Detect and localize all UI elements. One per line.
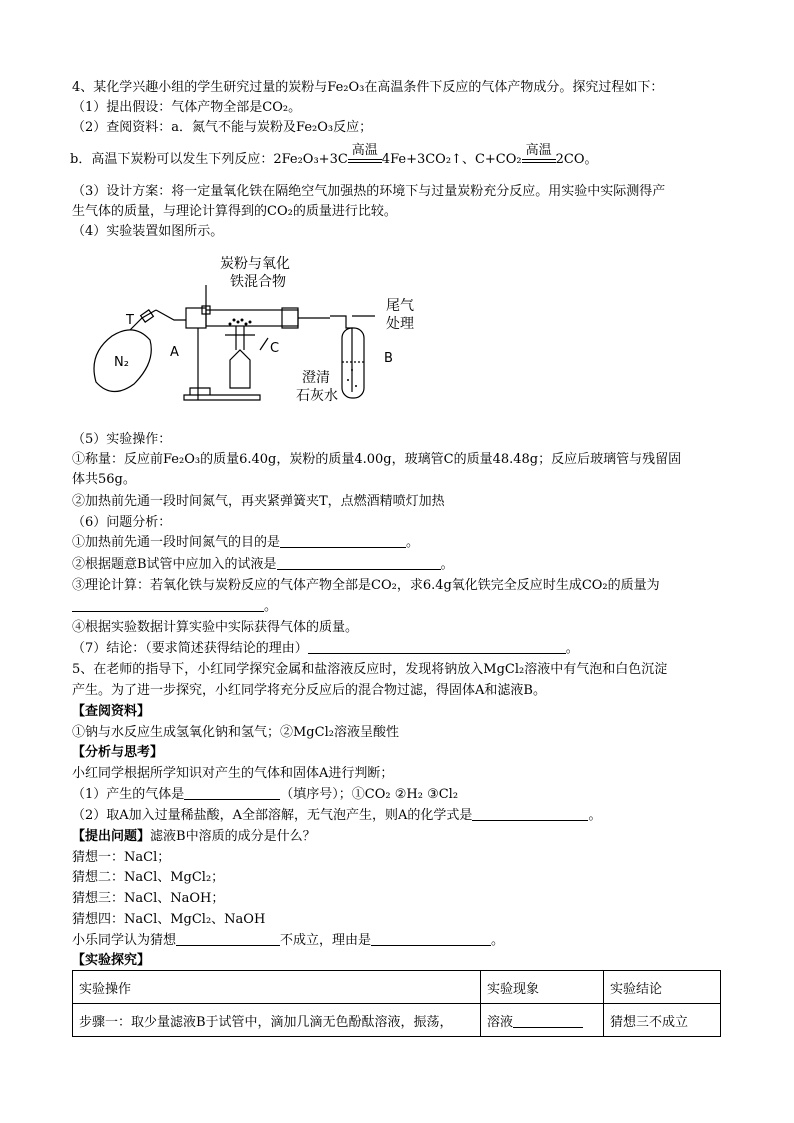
label-lime-1: 澄清 <box>302 370 330 386</box>
q4-step5-weigh-line1: ①称量：反应前Fe₂O₃的质量6.40g，炭粉的质量4.00g，玻璃管C的质量48.48g；反应后玻璃管与残留固 <box>72 452 682 467</box>
q4-step3-line2: 生气体的质量，与理论计算得到的CO₂的质量进行比较。 <box>72 204 397 219</box>
q5-guess-1: 猜想一：NaCl； <box>72 850 171 865</box>
table-header: 实验结论 <box>604 971 721 1004</box>
answer-blank-7[interactable] <box>176 931 280 946</box>
table-header-row <box>73 971 721 1004</box>
label-t: T <box>126 313 134 328</box>
table-row <box>73 1004 721 1037</box>
answer-blank-6[interactable] <box>472 806 588 821</box>
label-c: C <box>270 341 280 356</box>
q5-intro-line1: 5、在老师的指导下，小红同学探究金属和盐溶液反应时，发现将钠放入MgCl₂溶液中有气泡和白色沉淀 <box>72 662 668 677</box>
label-a: A <box>170 345 179 360</box>
q4-reaction-prefix: b．高温下炭粉可以发生下列反应：2Fe₂O₃+3C <box>70 152 348 167</box>
q5-ref: ①钠与水反应生成氢氧化钠和氢气；②MgCl₂溶液呈酸性 <box>72 725 399 740</box>
label-mix-1: 炭粉与氧化 <box>220 256 290 272</box>
q4-conclusion: （7）结论：（要求简述获得结论的理由） 。 <box>72 641 579 656</box>
answer-blank-3[interactable] <box>72 597 264 612</box>
label-mix-2: 铁混合物 <box>230 274 286 290</box>
apparatus-figure <box>90 250 440 420</box>
q4-step1: （1）提出假设：气体产物全部是CO₂。 <box>72 100 302 115</box>
q4-reaction-end: 2CO。 <box>555 152 598 167</box>
q4-step3-line1: （3）设计方案：将一定量氧化铁在隔绝空气加强热的环境下与过量炭粉充分反应。用实验中实际测得产 <box>72 184 666 199</box>
q4-step5: （5）实验操作： <box>72 432 172 447</box>
q5-heading-explore: 【实验探究】 <box>72 953 151 968</box>
label-b: B <box>384 351 393 366</box>
label-tail-1: 尾气 <box>386 298 414 314</box>
q4-step2: （2）查阅资料：a．氮气不能与炭粉及Fe₂O₃反应； <box>72 120 373 135</box>
q4-step5-operation: ②加热前先通一段时间氮气，再夹紧弹簧夹T，点燃酒精喷灯加热 <box>72 494 445 509</box>
q4-question-2: ②根据题意B试管中应加入的试液是 。 <box>72 557 454 572</box>
answer-blank-1[interactable] <box>280 533 406 548</box>
experiment-table <box>72 970 721 1037</box>
q5-heading-ref: 【查阅资料】 <box>72 704 151 719</box>
q5-question: 【提出问题】滤液B中溶质的成分是什么？ <box>72 829 316 844</box>
q5-guess-2: 猜想二：NaCl、MgCl₂； <box>72 870 225 885</box>
q4-reaction-mid: 4Fe+3CO₂↑、C+CO₂ <box>381 152 522 167</box>
condition-high-temp-1: 高温 <box>348 153 382 163</box>
answer-blank-9[interactable] <box>513 1013 583 1028</box>
q4-step6: （6）问题分析： <box>72 515 172 530</box>
condition-high-temp-2: 高温 <box>522 153 556 163</box>
answer-blank-5[interactable] <box>184 785 280 800</box>
glass-tube-c <box>206 310 298 326</box>
q4-step5-weigh-line2: 体共56g。 <box>72 472 136 487</box>
table-header: 实验现象 <box>481 971 604 1004</box>
table-header: 实验操作 <box>73 971 481 1004</box>
test-tube-b <box>342 328 364 398</box>
q4-question-1: ①加热前先通一段时间氮气的目的是 。 <box>72 535 420 550</box>
label-tail-2: 处理 <box>386 316 414 332</box>
table-cell: 溶液 <box>481 1004 604 1037</box>
q4-question-3-answer: 。 <box>72 597 277 617</box>
answer-blank-4[interactable] <box>308 639 566 654</box>
table-cell: 猜想三不成立 <box>604 1004 721 1037</box>
q5-intro-line2: 产生。为了进一步探究，小红同学将充分反应后的混合物过滤，得固体A和滤液B。 <box>72 683 546 698</box>
q5-guess-4: 猜想四：NaCl、MgCl₂、NaOH <box>72 912 266 927</box>
q5-judgement: 小乐同学认为猜想 不成立，理由是 。 <box>72 933 505 948</box>
q4-step4: （4）实验装置如图所示。 <box>72 224 224 239</box>
q5-analysis: 小红同学根据所学知识对产生的气体和固体A进行判断； <box>72 766 394 781</box>
clamp-t <box>141 310 154 322</box>
q5-analysis-2: （2）取A加入过量稀盐酸，A全部溶解，无气泡产生，则A的化学式是 。 <box>72 808 602 823</box>
q4-question-3: ③理论计算：若氧化铁与炭粉反应的气体产物全部是CO₂，求6.4g氧化铁完全反应时生成CO₂的质量为 <box>72 578 660 593</box>
answer-blank-8[interactable] <box>371 931 491 946</box>
spirit-lamp <box>230 350 250 388</box>
q5-analysis-1: （1）产生的气体是 （填序号）；①CO₂ ②H₂ ③Cl₂ <box>72 787 459 802</box>
stopper-right <box>282 308 298 328</box>
q5-heading-analysis: 【分析与思考】 <box>72 745 164 760</box>
answer-blank-2[interactable] <box>277 555 441 570</box>
table-cell: 步骤一：取少量滤液B于试管中，滴加几滴无色酚酞溶液，振荡， <box>73 1004 481 1037</box>
stopper-left <box>186 308 206 328</box>
label-n2: N₂ <box>114 355 129 370</box>
q5-guess-3: 猜想三：NaCl、NaOH； <box>72 891 225 906</box>
label-lime-2: 石灰水 <box>296 388 338 404</box>
q4-question-4: ④根据实验数据计算实验中实际获得气体的质量。 <box>72 620 359 635</box>
q4-intro: 4、某化学兴趣小组的学生研究过量的炭粉与Fe₂O₃在高温条件下反应的气体产物成分。探究过程如下： <box>72 80 664 95</box>
q4-reaction-line <box>70 143 598 170</box>
